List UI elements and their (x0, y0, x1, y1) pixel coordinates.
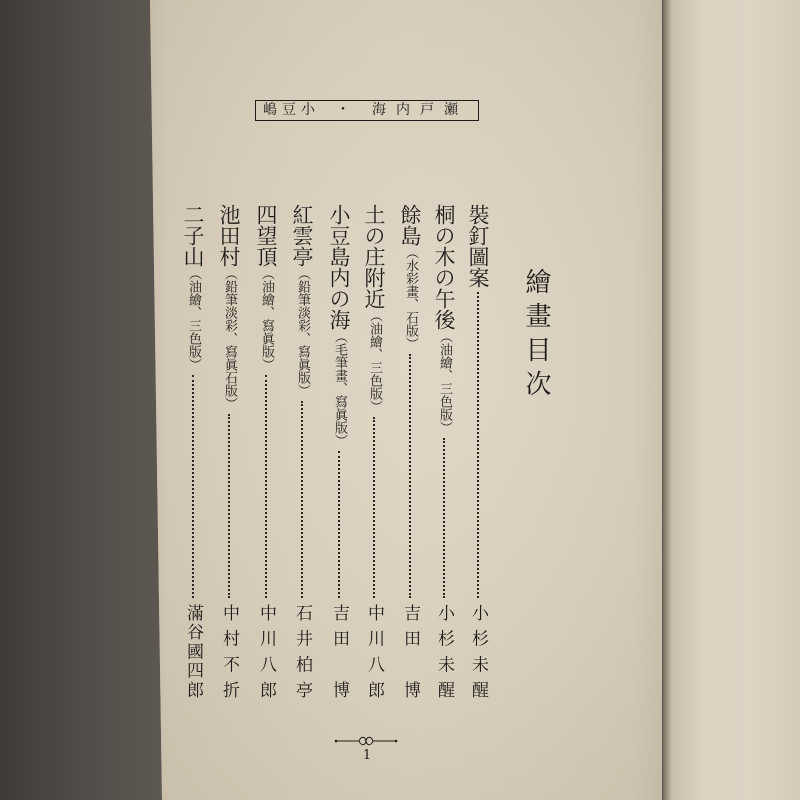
toc-entry (178, 204, 208, 698)
entry-artist: 中川八郎 (256, 604, 276, 698)
leader-dots (265, 375, 267, 598)
entry-medium: （油繪、寫眞版） (259, 267, 274, 371)
entry-title: 四望頂 (254, 204, 278, 267)
toc-entry (395, 204, 425, 698)
entry-artist: 滿谷國四郎 (183, 604, 203, 698)
leader-dots (409, 354, 411, 598)
entry-medium: （油繪、三色版） (367, 309, 382, 413)
entry-title: 小豆島内の海 (327, 204, 351, 330)
entry-title: 土の庄附近 (362, 204, 386, 309)
entry-artist: 小杉未醒 (468, 604, 488, 698)
header-separator: ・ (336, 102, 350, 118)
entry-artist: 吉田 博 (329, 604, 349, 698)
toc-entry (463, 204, 493, 698)
entry-medium: （鉛筆淡彩、寫眞版） (295, 267, 310, 397)
entry-medium: （水彩畫、石版） (403, 246, 418, 350)
running-header (255, 100, 479, 121)
entry-medium: （鉛筆淡彩、寫眞石版） (222, 267, 237, 410)
entry-medium: （油繪、三色版） (437, 330, 452, 434)
page-number: 1 (362, 748, 372, 763)
entry-artist: 石井柏亭 (292, 604, 312, 698)
toc-entry (251, 204, 281, 698)
entry-title: 餘島 (398, 204, 422, 246)
entry-title: 紅雲亭 (290, 204, 314, 267)
toc-entry (287, 204, 317, 698)
toc-entry (214, 204, 244, 698)
leader-dots (477, 292, 479, 598)
leader-dots (373, 417, 375, 598)
header-text-left: 嶋豆小 (263, 102, 320, 118)
facing-page-edge (662, 0, 800, 800)
background-shadow (0, 0, 170, 800)
entry-title: 桐の木の午後 (432, 204, 456, 330)
header-text-right: 海内戸瀬 (372, 102, 468, 118)
leader-dots (228, 414, 230, 598)
entry-title: 池田村 (217, 204, 241, 267)
entry-artist: 小杉未醒 (434, 604, 454, 698)
entry-artist: 吉田 博 (400, 604, 420, 698)
toc-entry (429, 204, 459, 698)
entry-title: 裝釘圖案 (466, 204, 490, 288)
entry-title: 二子山 (181, 204, 205, 267)
toc-entry (324, 204, 354, 698)
toc-entry (359, 204, 389, 698)
page-ornament (334, 734, 398, 748)
leader-dots (338, 451, 340, 598)
entry-artist: 中村不折 (219, 604, 239, 698)
leader-dots (301, 401, 303, 598)
toc-title: 繪畫目次 (521, 268, 551, 404)
leader-dots (192, 375, 194, 598)
entry-medium: （毛筆畫、寫眞版） (332, 330, 347, 447)
entry-artist: 中川八郎 (364, 604, 384, 698)
entry-medium: （油繪、三色版） (186, 267, 201, 371)
leader-dots (443, 438, 445, 598)
